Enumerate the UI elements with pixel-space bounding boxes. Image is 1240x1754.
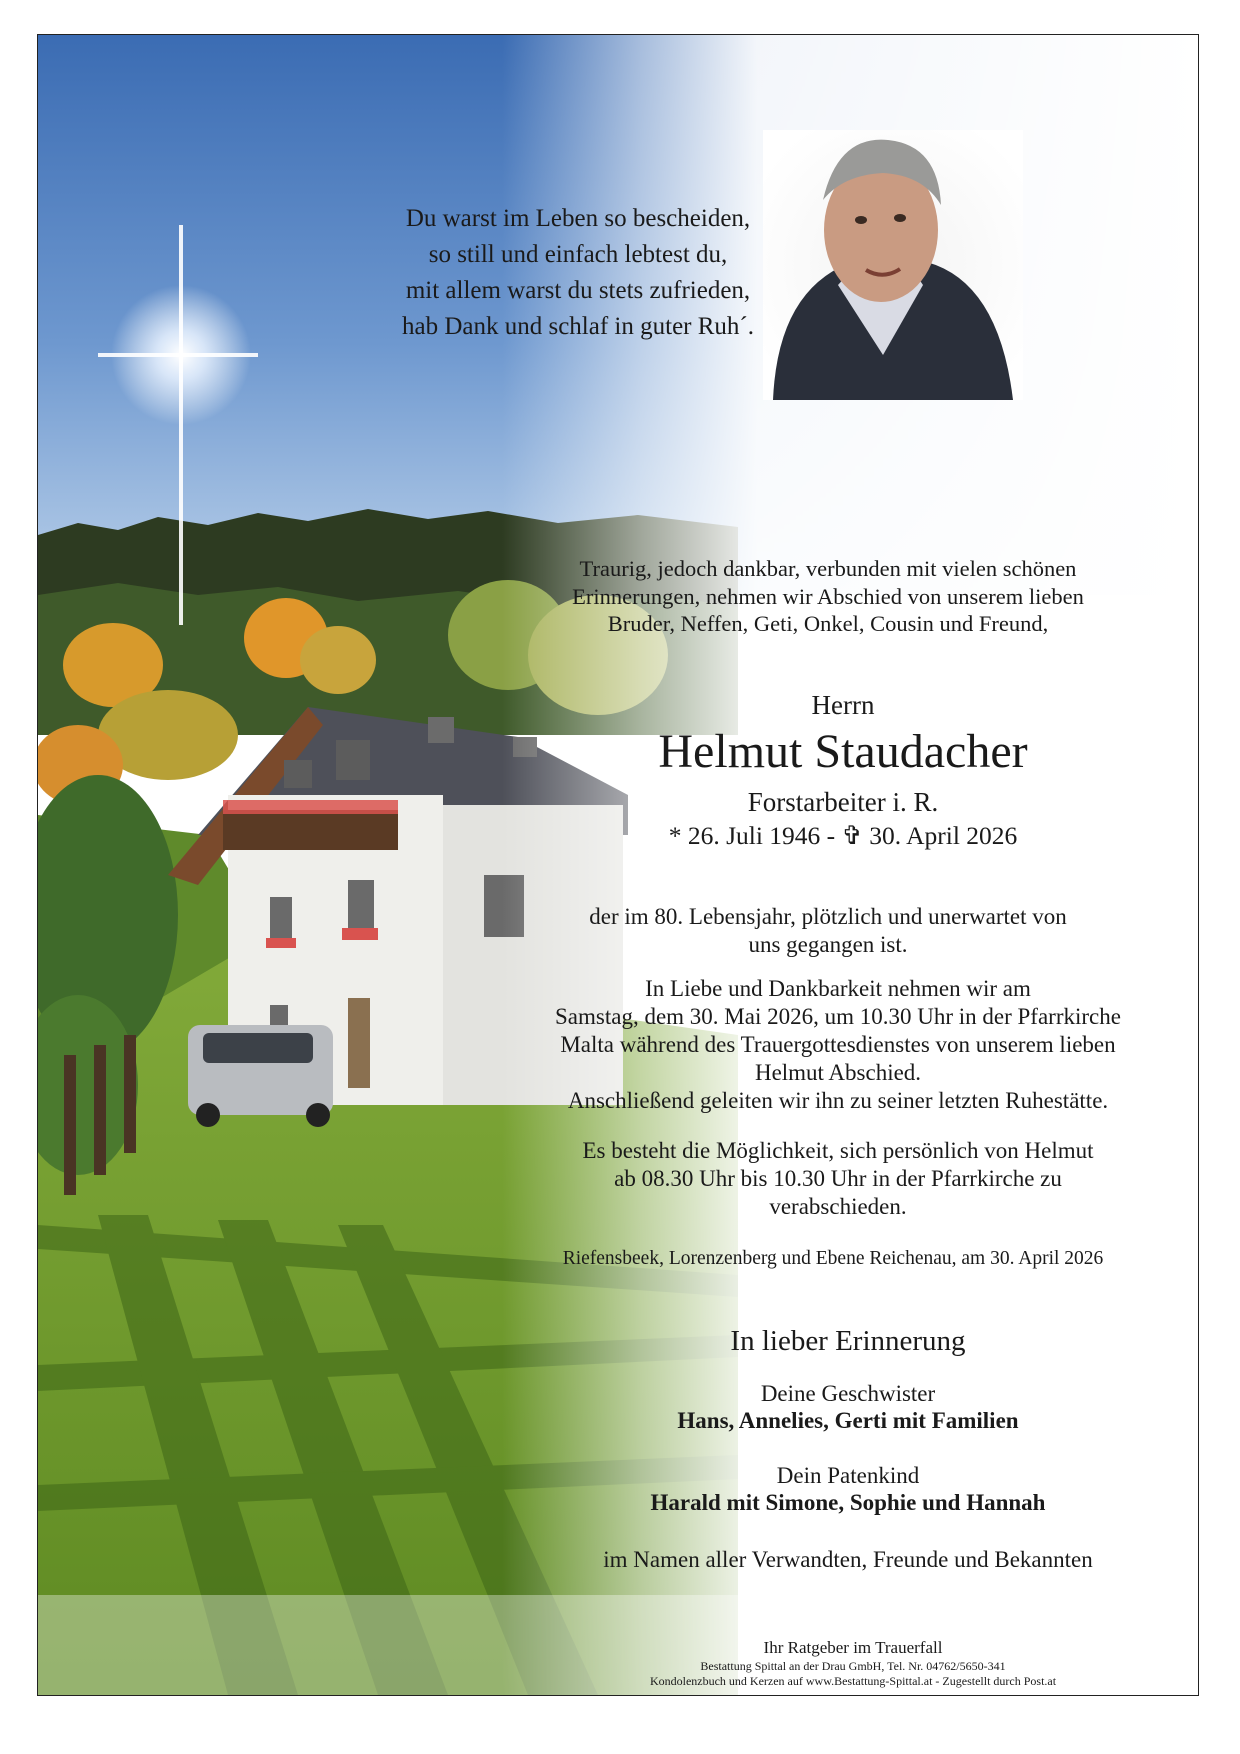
poem: [308, 201, 848, 345]
deceased-name: Helmut Staudacher: [658, 725, 1028, 778]
text-line: uns gegangen ist.: [748, 932, 908, 957]
poem-line: mit allem warst du stets zufrieden,: [405, 277, 751, 304]
place-and-date: Riefensbeek, Lorenzenberg und Ebene Reichenau, am 30. April 2026: [562, 1248, 1104, 1269]
text-line: verabschieden.: [769, 1194, 907, 1219]
text-line: ab 08.30 Uhr bis 10.30 Uhr in der Pfarrkirche zu: [614, 1166, 1062, 1191]
life-dates: * 26. Juli 1946 - ✞ 30. April 2026: [668, 821, 1018, 850]
intro-line: Bruder, Neffen, Geti, Onkel, Cousin und Freund,: [607, 611, 1049, 636]
farewell-text: [468, 1137, 1199, 1221]
intro-line: Traurig, jedoch dankbar, verbunden mit vielen schönen: [579, 556, 1077, 581]
memory-heading: In lieber Erinnerung: [730, 1325, 966, 1357]
footer-tagline: Ihr Ratgeber im Trauerfall: [763, 1638, 943, 1657]
footer-company: Bestattung Spittal an der Drau GmbH, Tel. Nr. 04762/5650-341: [700, 1659, 1006, 1673]
intro-text: [468, 555, 1188, 638]
poem-line: hab Dank und schlaf in guter Ruh´.: [401, 313, 754, 340]
mourner-group-names: Hans, Annelies, Gerti mit Familien: [677, 1408, 1019, 1433]
mourner-group-names: Harald mit Simone, Sophie und Hannah: [650, 1490, 1046, 1515]
poem-line: Du warst im Leben so bescheiden,: [405, 205, 751, 232]
text-line: Anschließend geleiten wir ihn zu seiner letzten Ruhestätte.: [567, 1088, 1109, 1113]
text-line: In Liebe und Dankbarkeit nehmen wir am: [645, 976, 1031, 1001]
text-line: der im 80. Lebensjahr, plötzlich und unerwartet von: [589, 904, 1067, 929]
honorific: Herrn: [811, 690, 875, 720]
obituary-card: [37, 34, 1199, 1696]
mourner-group-label: Dein Patenkind: [776, 1463, 920, 1488]
text-line: Es besteht die Möglichkeit, sich persönlich von Helmut: [582, 1138, 1094, 1163]
occupation: Forstarbeiter i. R.: [747, 787, 939, 817]
closing-line: im Namen aller Verwandten, Freunde und Bekannten: [603, 1547, 1093, 1572]
poem-line: so still und einfach lebtest du,: [428, 241, 728, 268]
intro-line: Erinnerungen, nehmen wir Abschied von unserem lieben: [572, 583, 1084, 609]
text-line: Samstag, dem 30. Mai 2026, um 10.30 Uhr in der Pfarrkirche: [555, 1004, 1121, 1029]
service-text: [468, 975, 1199, 1115]
text-line: Malta während des Trauergottesdienstes von unserem lieben: [560, 1032, 1116, 1057]
mourner-group-label: Deine Geschwister: [760, 1381, 936, 1406]
death-notice-text: [478, 903, 1178, 959]
footer-website: Kondolenzbuch und Kerzen auf www.Bestattung-Spittal.at - Zugestellt durch Post.at: [649, 1674, 1057, 1688]
text-line: Helmut Abschied.: [754, 1060, 922, 1085]
